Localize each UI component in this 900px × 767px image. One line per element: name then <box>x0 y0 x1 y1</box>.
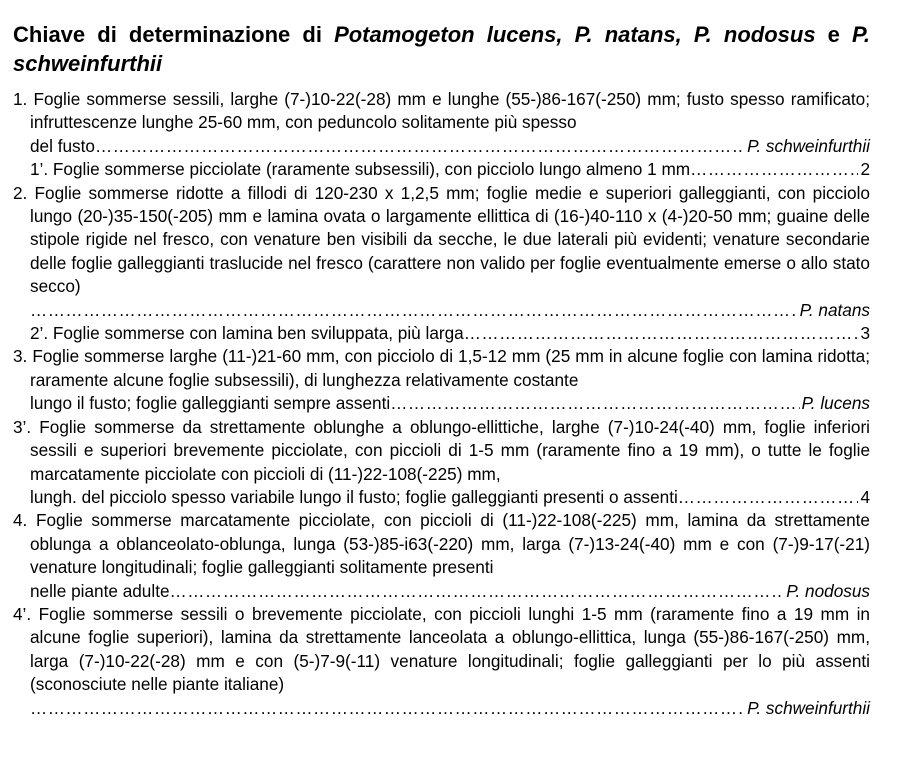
key-target-species: P. schweinfurthii <box>747 135 870 156</box>
leader-line <box>30 486 870 509</box>
leader-line <box>30 392 870 415</box>
leader-line <box>30 299 870 322</box>
key-target-step: 2 <box>860 159 870 180</box>
dot-leader <box>170 580 785 603</box>
key-entry-1 <box>13 88 870 158</box>
key-target-species: P. lucens <box>801 393 870 414</box>
dot-leader <box>690 158 858 181</box>
dot-leader <box>390 392 799 415</box>
title-species-1: Potamogeton lucens, P. natans, P. nodosus <box>334 22 816 47</box>
leader-line <box>30 135 870 158</box>
dot-leader <box>30 697 745 720</box>
key-target-species: P. schweinfurthii <box>747 697 870 718</box>
key-target-step: 3 <box>860 323 870 344</box>
key-entry-text: 2. Foglie sommerse ridotte a fillodi di 120-230 x 1,2,5 mm; foglie medie e superiori galleggianti, con picciolo lungo (20-)35-150(-205) mm e lamina ovata o largamente ellittica di (16-)40-110 x (4-)20-50 mm; guaine delle stipole rigide nel fresco, con venature ben visibili da secche, le due laterali più evidenti; venature secondarie delle foglie galleggianti traslucide nel fresco (carattere non valido per foglie eventualmente emerse o allo stato secco) <box>13 182 870 297</box>
key-target-step: 4 <box>860 486 870 507</box>
leader-prefix: nelle piante adulte <box>30 580 170 601</box>
title-prefix: Chiave di determinazione di <box>13 22 335 47</box>
title-conjunction: e <box>815 22 853 47</box>
key-entry-text: 3’. Foglie sommerse da strettamente oblunghe a oblungo-ellittiche, larghe (7-)10-24(-40) mm, foglie inferiori sessili e superiori brevemente picciolate, con piccioli di 1-5 mm (raramente fino a 19 mm), o tutte le foglie marcatamente picciolate con piccioli di (11-)22-108(-225) mm, <box>13 416 870 484</box>
leader-line <box>30 697 870 720</box>
key-entry-text: 4. Foglie sommerse marcatamente picciolate, con piccioli di (11-)22-108(-225) mm, lamina da strettamente oblunga a oblanceolato-oblunga, lunga (53-)85-i63(-220) mm, larga (7-)13-24(-40) mm e con (7-)9-17(-21) venature longitudinali; foglie galleggianti solitamente presenti <box>13 510 870 578</box>
dot-leader <box>678 486 859 509</box>
key-entry-text: 1’. Foglie sommerse picciolate (raramente subsessili), con picciolo lungo almeno 1 mm <box>30 159 691 180</box>
key-entry-4 <box>13 509 870 603</box>
key-entry-2-prime <box>13 322 870 345</box>
leader-prefix: lungh. del picciolo spesso variabile lungo il fusto; foglie galleggianti presenti o assenti <box>30 486 678 507</box>
key-entry-text: 2’. Foglie sommerse con lamina ben sviluppata, più larga <box>30 323 464 344</box>
page-title <box>13 20 870 78</box>
dot-leader <box>464 322 859 345</box>
key-entry-1-prime <box>13 158 870 181</box>
dot-leader <box>30 299 798 322</box>
dot-leader <box>95 135 745 158</box>
key-entry-4-prime <box>13 603 870 720</box>
title-species-2: P. schweinfurthii <box>13 22 870 76</box>
key-target-species: P. nodosus <box>786 580 870 601</box>
leader-prefix: del fusto <box>30 135 95 156</box>
leader-line <box>30 322 870 345</box>
key-entry-3 <box>13 345 870 415</box>
leader-line <box>30 158 870 181</box>
key-entry-text: 3. Foglie sommerse larghe (11-)21-60 mm, con picciolo di 1,5-12 mm (25 mm in alcune foglie con lamina ridotta; raramente alcune foglie subsessili), di lunghezza relativamente costante <box>13 346 870 390</box>
key-entry-2 <box>13 182 870 322</box>
key-target-species: P. natans <box>799 299 870 320</box>
key-entry-text: 4’. Foglie sommerse sessili o brevemente picciolate, con piccioli lunghi 1-5 mm (raramente fino a 19 mm in alcune foglie superiori), lamina da strettamente lanceolata a oblungo-ellittica, lunga (55-)86-167(-250) mm, larga (7-)10-22(-28) mm e con (5-)7-9(-11) venature longitudinali; foglie galleggianti per lo più assenti (sconosciute nelle piante italiane) <box>13 603 870 695</box>
key-entry-3-prime <box>13 416 870 510</box>
leader-prefix: lungo il fusto; foglie galleggianti sempre assenti <box>30 393 391 414</box>
leader-line <box>30 580 870 603</box>
key-entry-text: 1. Foglie sommerse sessili, larghe (7-)10-22(-28) mm e lunghe (55-)86-167(-250) mm; fusto spesso ramificato; infruttescenze lunghe 25-60 mm, con peduncolo solitamente più spesso <box>13 89 870 133</box>
